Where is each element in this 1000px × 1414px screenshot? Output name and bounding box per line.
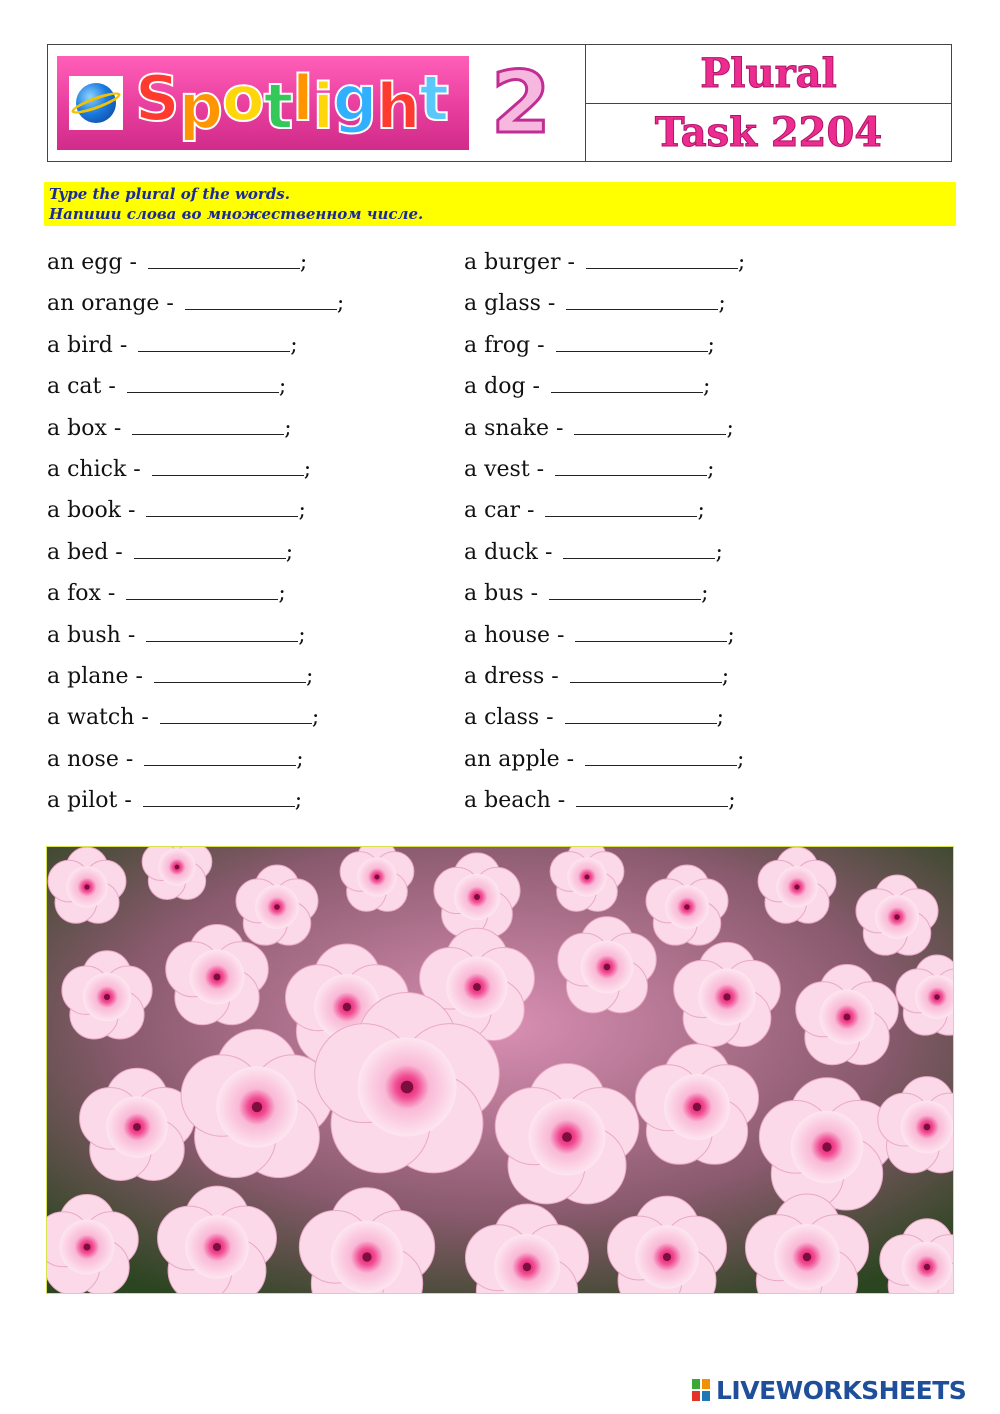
singular-word: a box - xyxy=(47,415,129,441)
header-logo-cell xyxy=(48,45,586,161)
plural-answer-blank[interactable] xyxy=(566,289,718,310)
exercise-item xyxy=(464,329,745,370)
spotlight-letter: l xyxy=(292,62,313,135)
plural-answer-blank[interactable] xyxy=(586,248,738,269)
plural-answer-blank[interactable] xyxy=(549,579,701,600)
plural-answer-blank[interactable] xyxy=(132,414,284,435)
spotlight-letter: g xyxy=(332,62,377,135)
singular-word: a glass - xyxy=(464,291,563,317)
exercise-item xyxy=(47,246,344,287)
singular-word: an apple - xyxy=(464,746,582,772)
plural-answer-blank[interactable] xyxy=(551,372,703,393)
singular-word: a bush - xyxy=(47,622,143,648)
exercise-item xyxy=(47,701,344,742)
singular-word: a house - xyxy=(464,622,572,648)
singular-word: a fox - xyxy=(47,581,123,607)
semicolon: ; xyxy=(716,705,725,731)
spotlight-letter: i xyxy=(312,70,333,143)
plural-answer-blank[interactable] xyxy=(556,331,708,352)
exercise-item xyxy=(464,246,745,287)
singular-word: a burger - xyxy=(464,250,582,275)
footer-logo-text: LIVEWORKSHEETS xyxy=(716,1375,967,1405)
plural-answer-blank[interactable] xyxy=(152,455,304,476)
semicolon: ; xyxy=(727,622,735,648)
semicolon: ; xyxy=(718,291,726,317)
semicolon: ; xyxy=(303,456,312,482)
exercise-item xyxy=(47,784,344,825)
plural-answer-blank[interactable] xyxy=(185,289,337,310)
exercise-item xyxy=(47,453,344,494)
semicolon: ; xyxy=(294,788,303,814)
topic-title: Plural xyxy=(586,45,951,104)
singular-word: a book - xyxy=(47,498,143,524)
exercise-item xyxy=(464,701,745,742)
semicolon: ; xyxy=(721,663,730,689)
liveworksheets-logo xyxy=(692,1376,966,1404)
singular-word: a plane - xyxy=(47,663,150,689)
semicolon: ; xyxy=(737,250,746,275)
plural-answer-blank[interactable] xyxy=(134,538,286,559)
header-title-cell xyxy=(586,45,951,161)
phlox-flower xyxy=(340,847,414,911)
plural-answer-blank[interactable] xyxy=(127,372,279,393)
singular-word: a frog - xyxy=(464,332,552,358)
plural-answer-blank[interactable] xyxy=(585,745,737,766)
semicolon: ; xyxy=(726,415,734,441)
singular-word: a beach - xyxy=(464,788,573,814)
plural-answer-blank[interactable] xyxy=(576,786,728,807)
semicolon: ; xyxy=(284,415,292,441)
instruction-english: Type the plural of the words. xyxy=(49,185,290,203)
exercise-item xyxy=(47,494,344,535)
singular-word: a bird - xyxy=(47,332,135,358)
semicolon: ; xyxy=(728,788,736,814)
semicolon: ; xyxy=(285,539,294,565)
exercise-item xyxy=(464,494,745,535)
plural-answer-blank[interactable] xyxy=(126,579,278,600)
semicolon: ; xyxy=(305,663,314,689)
exercise-item xyxy=(464,412,745,453)
exercise-item xyxy=(464,784,745,825)
plural-answer-blank[interactable] xyxy=(143,786,295,807)
singular-word: an orange - xyxy=(47,291,181,317)
semicolon: ; xyxy=(278,374,287,400)
exercise-item xyxy=(47,329,344,370)
exercise-item xyxy=(47,287,344,328)
spotlight-letter: t xyxy=(419,62,448,135)
semicolon: ; xyxy=(278,581,286,607)
phlox-flowers-photo xyxy=(46,846,954,1294)
semicolon: ; xyxy=(702,374,711,400)
exercise-item xyxy=(464,536,745,577)
plural-answer-blank[interactable] xyxy=(146,496,298,517)
exercise-column-left xyxy=(47,246,344,825)
semicolon: ; xyxy=(701,581,709,607)
semicolon: ; xyxy=(311,705,320,731)
plural-answer-blank[interactable] xyxy=(144,745,296,766)
plural-answer-blank[interactable] xyxy=(148,248,300,269)
exercise-item xyxy=(464,577,745,618)
semicolon: ; xyxy=(737,746,745,772)
singular-word: a car - xyxy=(464,498,542,524)
singular-word: a dress - xyxy=(464,663,566,689)
exercise-item xyxy=(47,577,344,618)
singular-word: a chick - xyxy=(47,456,148,482)
exercise-item xyxy=(464,660,745,701)
exercise-item xyxy=(47,536,344,577)
singular-word: a class - xyxy=(464,705,561,731)
singular-word: a bed - xyxy=(47,539,130,565)
flowers-illustration xyxy=(47,847,954,1294)
semicolon: ; xyxy=(336,291,345,317)
semicolon: ; xyxy=(290,332,298,358)
semicolon: ; xyxy=(707,332,715,358)
semicolon: ; xyxy=(296,746,304,772)
exercise-item xyxy=(47,370,344,411)
exercise-item xyxy=(464,370,745,411)
exercise-item xyxy=(47,743,344,784)
exercise-item xyxy=(47,619,344,660)
semicolon: ; xyxy=(298,622,306,648)
globe-icon xyxy=(69,76,123,130)
plural-answer-blank[interactable] xyxy=(570,662,722,683)
spotlight-letter: p xyxy=(178,70,223,143)
exercise-item xyxy=(464,453,745,494)
instructions-box xyxy=(44,182,956,226)
spotlight-logo xyxy=(135,62,448,143)
plural-answer-blank[interactable] xyxy=(563,538,715,559)
plural-answer-blank[interactable] xyxy=(565,703,717,724)
spotlight-letter: S xyxy=(135,62,179,135)
singular-word: a snake - xyxy=(464,415,571,441)
plural-answer-blank[interactable] xyxy=(160,703,312,724)
semicolon: ; xyxy=(299,250,308,275)
phlox-flower xyxy=(550,847,624,911)
exercise-item xyxy=(47,660,344,701)
exercise-item xyxy=(464,743,745,784)
singular-word: a pilot - xyxy=(47,788,139,814)
semicolon: ; xyxy=(715,539,723,565)
plural-answer-blank[interactable] xyxy=(575,621,727,642)
spotlight-letter: t xyxy=(263,70,293,143)
exercise-item xyxy=(47,412,344,453)
task-number: Task 2204 xyxy=(654,108,883,156)
plural-answer-blank[interactable] xyxy=(545,496,697,517)
singular-word: a vest - xyxy=(464,456,552,482)
plural-answer-blank[interactable] xyxy=(555,455,707,476)
exercise-item xyxy=(464,619,745,660)
spotlight-banner xyxy=(57,56,469,150)
singular-word: an egg - xyxy=(47,250,144,275)
spotlight-letter: h xyxy=(376,70,420,143)
exercise-item xyxy=(464,287,745,328)
plural-answer-blank[interactable] xyxy=(146,621,298,642)
semicolon: ; xyxy=(707,456,715,482)
worksheet-header xyxy=(47,44,952,162)
singular-word: a nose - xyxy=(47,746,141,772)
semicolon: ; xyxy=(697,498,705,524)
exercise-column-right xyxy=(464,246,745,825)
liveworksheets-mark-icon xyxy=(692,1379,710,1401)
spotlight-letter: o xyxy=(222,62,264,135)
instruction-russian: Напиши слова во множественном числе. xyxy=(49,205,424,223)
singular-word: a watch - xyxy=(47,705,156,731)
singular-word: a cat - xyxy=(47,374,123,400)
phlox-flower xyxy=(142,847,212,899)
level-number: 2 xyxy=(491,53,551,153)
plural-answer-blank[interactable] xyxy=(154,662,306,683)
plural-answer-blank[interactable] xyxy=(138,331,290,352)
singular-word: a bus - xyxy=(464,581,546,607)
plural-answer-blank[interactable] xyxy=(574,414,726,435)
singular-word: a dog - xyxy=(464,374,547,400)
semicolon: ; xyxy=(298,498,306,524)
singular-word: a duck - xyxy=(464,539,560,565)
